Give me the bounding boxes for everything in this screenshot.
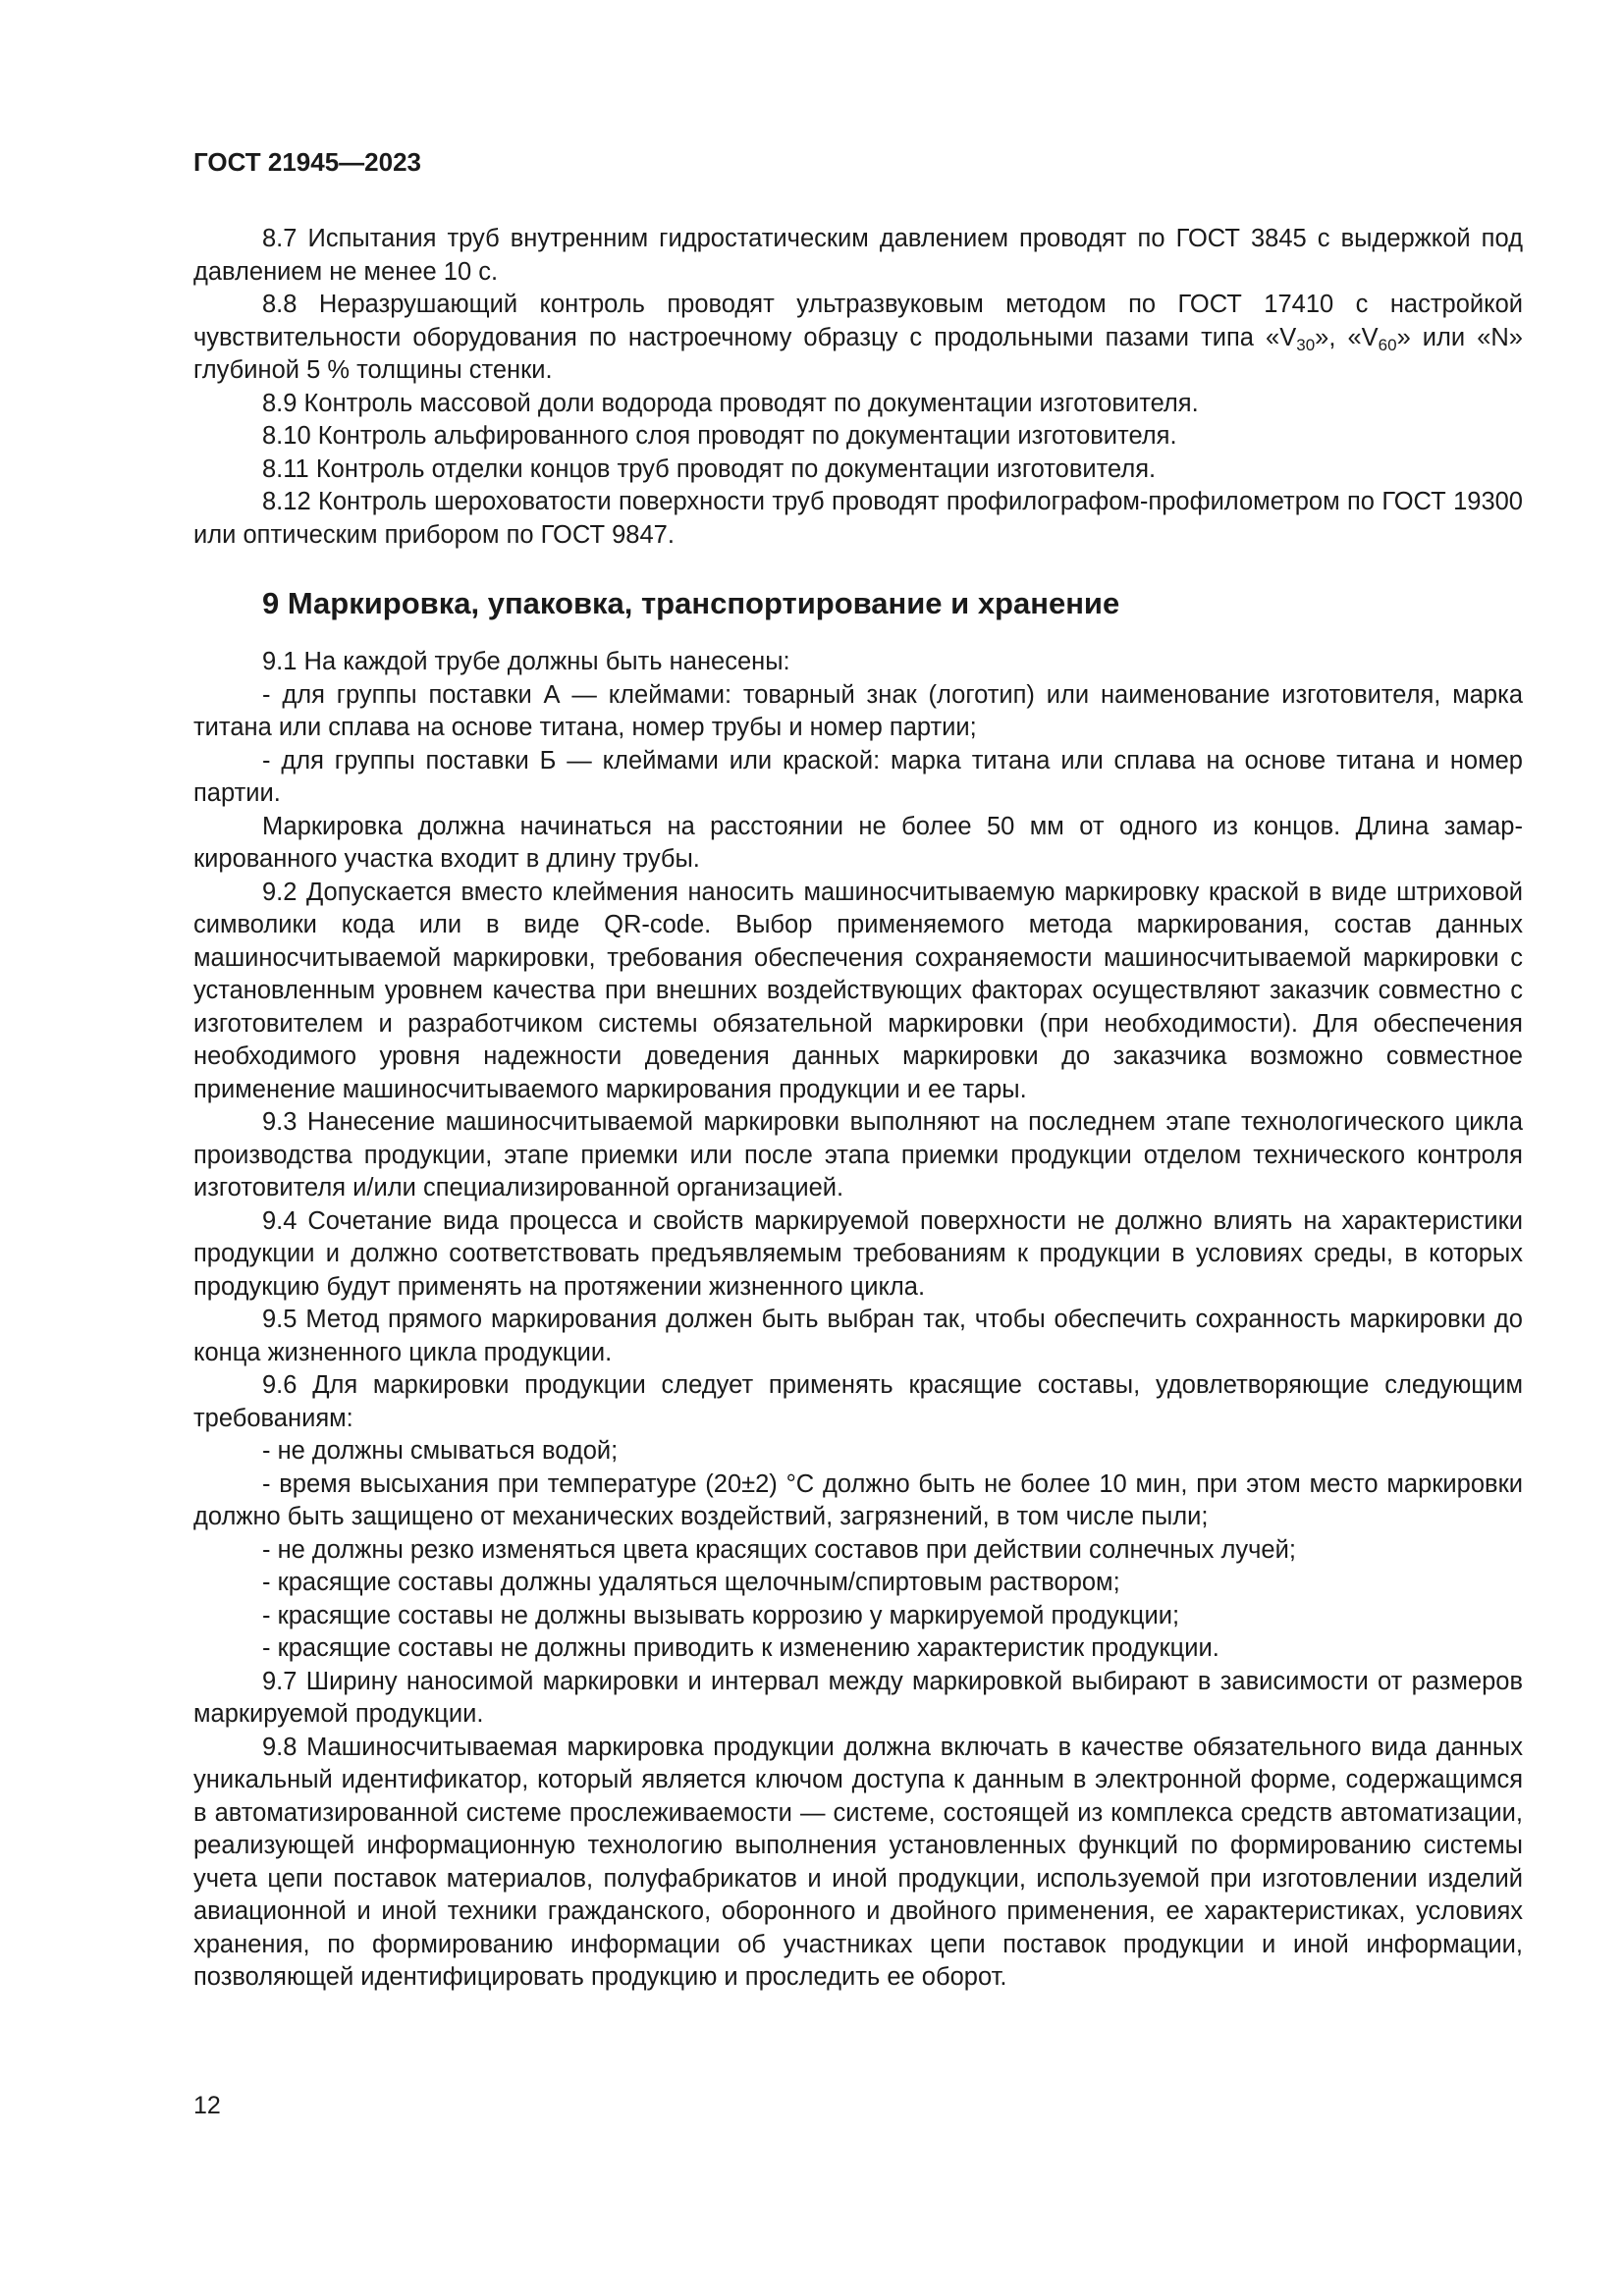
clause-9-3: 9.3 Нанесение машиносчитываемой маркировки выполняют на последнем этапе технологического цикла производства продукции, этапе приемки или после этапа приемки продукции отделом технического контроля изготовителя и/или специализированной организацией. (193, 1108, 1523, 1201)
clause-8-8-text-c: » или «N» глубиной 5 % толщины стенки. (193, 323, 1523, 384)
clause-9-6-item-e: - красящие составы не должны вызывать коррозию у маркируемой продукции; (262, 1601, 1180, 1629)
clause-8-9: 8.9 Контроль массовой доли водорода проводят по документации изготовителя. (262, 389, 1199, 417)
clause-8-8-text-b: », «V (1315, 323, 1379, 351)
clause-9-2: 9.2 Допускается вместо клеймения наносить машиносчитываемую маркировку краской в виде штриховой символики кода или в виде QR-code. Выбор применяемого метода маркирования, состав данных машиносчитываемой маркировки, требования обеспечения сохраняемости машиносчитываемой маркировки с установленным уровнем качества при внешних воздействующих факторах осуществляют заказчик совместно с изготовителем и разработчиком системы обязательной маркировки (при необходимости). Для обеспечения необходимого уровня надежности доведения данных маркировки до заказчика возможно совместное применение машиносчитываемого маркирования продукции и ее тары. (193, 878, 1523, 1103)
clause-8-8 (193, 289, 1523, 388)
clause-9-6-item-c: - не должны резко изменяться цвета красящих составов при действии солнечных лучей; (262, 1535, 1296, 1564)
clause-9-6-item-a: - не должны смываться водой; (262, 1437, 619, 1465)
clause-8-8-sub-30: 30 (1296, 335, 1316, 354)
clause-9-8: 9.8 Машиносчитываемая маркировка продукции должна включать в качестве обязательного вида данных уникальный идентификатор, который является ключом доступа к данным в электронной форме, содержащимся в автоматизированной системе прослеживаемости — системе, состоящей из комплекса средств автоматизации, реализующей информационную технологию выполнения установленных функций по формированию системы учета цепи поставок материалов, полуфабрикатов и иной продукции, используемой при изготовлении изделий авиационной и иной техники гражданского, оборонного и двойного применения, ее характеристиках, условиях хранения, по формированию информации об участниках цепи поставок продукции и иной информации, позволяющей идентифицировать продукцию и проследить ее оборот. (193, 1733, 1523, 1991)
clause-8-7: 8.7 Испытания труб внутренним гидростатическим давлением проводят по ГОСТ 3845 с выдержкой под давлением не менее 10 с. (193, 225, 1523, 286)
clause-8-8-text-a: 8.8 Неразрушающий контроль проводят ультразвуковым методом по ГОСТ 17410 с настройкой чувствительности оборудования по настроечному образцу с продольными пазами типа «V (193, 291, 1523, 351)
clause-9-6-item-d: - красящие составы должны удаляться щелочным/спиртовым раствором; (262, 1569, 1120, 1596)
clause-9-1-item-a: - для группы поставки А — клеймами: товарный знак (логотип) или наименование изготовителя, марка титана или сплава на основе титана, номер трубы и номер партии; (193, 680, 1523, 741)
clause-9-6-item-f: - красящие составы не должны приводить к изменению характеристик продукции. (262, 1634, 1219, 1662)
clause-9-4: 9.4 Сочетание вида процесса и свойств маркируемой поверхности не должно влиять на характеристики продукции и должно соответствовать предъявляемым требованиям к продукции в условиях среды, в которых продукцию будут применять на протяжении жизненного цикла. (193, 1206, 1523, 1301)
clause-9-7: 9.7 Ширину наносимой маркировки и интервал между маркировкой выбирают в зависимости от размеров маркируемой продукции. (193, 1667, 1523, 1728)
clause-9-6-item-b: - время высыхания при температуре (20±2) °С должно быть не более 10 мин, при этом место маркировки должно быть защищено от механических воздействий, загрязнений, в том числе пыли; (193, 1469, 1523, 1530)
clause-9-1: 9.1 На каждой трубе должны быть нанесены: (262, 648, 790, 675)
section-9-heading: 9 Маркировка, упаковка, транспортирование и хранение (262, 586, 1120, 620)
clause-8-11: 8.11 Контроль отделки концов труб проводят по документации изготовителя. (262, 454, 1157, 483)
page-number: 12 (193, 2092, 221, 2119)
clause-8-12: 8.12 Контроль шероховатости поверхности труб проводят профилографом-профилометром по ГОСТ 19300 или оптическим прибором по ГОСТ 9847. (193, 488, 1523, 549)
document-body (193, 223, 1523, 1995)
document-code-header: ГОСТ 21945—2023 (193, 147, 421, 177)
clause-8-10: 8.10 Контроль альфированного слоя проводят по документации изготовителя. (262, 422, 1177, 450)
clause-8-8-sub-60: 60 (1378, 335, 1397, 354)
clause-9-5: 9.5 Метод прямого маркирования должен быть выбран так, чтобы обеспечить сохранность маркировки до конца жизненного цикла продукции. (193, 1306, 1523, 1366)
clause-9-6: 9.6 Для маркировки продукции следует применять красящие составы, удовлетворяющие следующим требованиям: (193, 1371, 1523, 1432)
clause-9-1-item-b: - для группы поставки Б — клеймами или краской: марка титана или сплава на основе титана и номер партии. (193, 746, 1523, 807)
clause-9-1-note: Маркировка должна начинаться на расстоянии не более 50 мм от одного из концов. Длина замаркированного участка входит в длину трубы. (193, 812, 1523, 873)
